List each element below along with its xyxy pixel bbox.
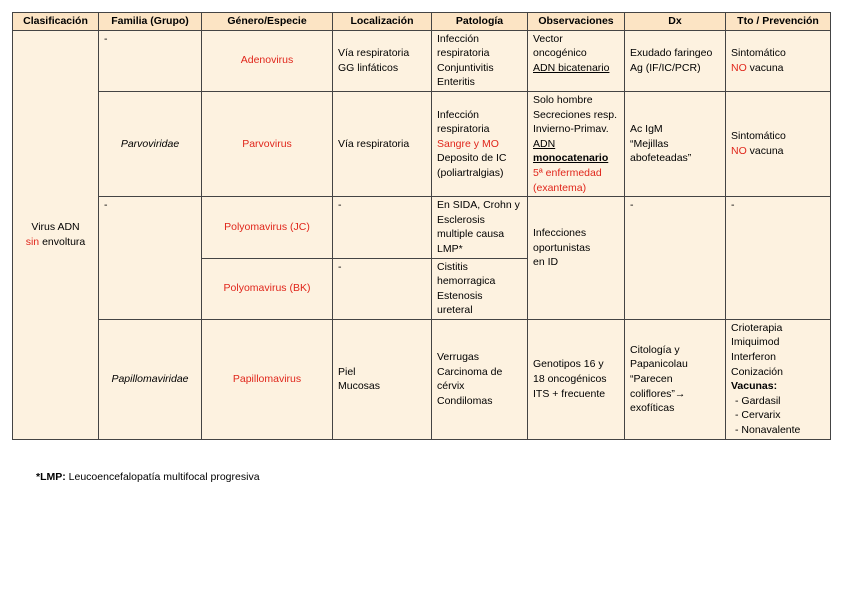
footnote (36, 471, 260, 483)
family-cell: - (99, 30, 202, 91)
observation-line: 5ª enfermedad (533, 166, 602, 179)
dx-line: abofeteadas” (630, 152, 692, 165)
observation-line: Genotipos 16 y (533, 358, 604, 371)
observation-line: (exantema) (533, 181, 587, 194)
footnote-text: Leucoencefalopatía multifocal progresiva (65, 471, 260, 483)
header-cell: Género/Especie (202, 13, 333, 31)
observation-line: ADN bicatenario (533, 61, 610, 74)
header-cell: Dx (625, 13, 726, 31)
pathology-line: Esclerosis (437, 213, 485, 226)
no-vaccine-flag: NO (731, 145, 747, 158)
observation-line: Solo hombre (533, 93, 593, 106)
header-cell: Clasificación (13, 13, 99, 31)
dx-line: “Mejillas (630, 137, 669, 150)
pathology-line: Deposito de IC (437, 152, 507, 165)
family-cell: Papillomaviridae (99, 319, 202, 439)
pathology-line: respiratoria (437, 47, 490, 60)
dx-cell (625, 91, 726, 196)
pathology-line: Infección (437, 32, 480, 45)
pathology-line: ureteral (437, 304, 473, 317)
location-line: GG linfáticos (338, 61, 399, 74)
genus-cell: Papillomavirus (202, 319, 333, 439)
pathology-line: multiple causa (437, 228, 505, 241)
family-cell: Parvoviridae (99, 91, 202, 196)
pathology-cell (432, 319, 528, 439)
footnote-label: *LMP: (36, 471, 66, 483)
observations-cell (528, 30, 625, 91)
table-row-papillomavirus (13, 319, 831, 439)
pathology-cell (432, 197, 528, 258)
genus-cell: Polyomavirus (JC) (202, 197, 333, 258)
pathology-line: (poliartralgias) (437, 166, 504, 179)
header-cell: Tto / Prevención (726, 13, 831, 31)
treatment-line: Crioterapia (731, 321, 783, 334)
dx-line: Citología y (630, 343, 680, 356)
treatment-line: Imiquimod (731, 336, 780, 349)
location-cell (333, 30, 432, 91)
virus-table (12, 12, 831, 440)
location-line: Vía respiratoria (338, 47, 410, 60)
dx-line: Ag (IF/IC/PCR) (630, 61, 701, 74)
pathology-line: Condilomas (437, 394, 493, 407)
table-row-parvovirus (13, 91, 831, 196)
location-cell: - (333, 258, 432, 319)
pathology-line: respiratoria (437, 123, 490, 136)
pathology-line: Enteritis (437, 76, 475, 89)
family-cell: - (99, 197, 202, 320)
header-cell: Observaciones (528, 13, 625, 31)
pathology-line: En SIDA, Crohn y (437, 199, 520, 212)
vaccine-item: - Nonavalente (735, 424, 801, 437)
header-cell: Familia (Grupo) (99, 13, 202, 31)
pathology-line: cérvix (437, 380, 465, 393)
treatment-cell (726, 319, 831, 439)
observations-cell (528, 197, 625, 320)
dx-cell: - (625, 197, 726, 320)
location-line: Mucosas (338, 380, 381, 393)
vaccine-text: vacuna (746, 145, 784, 158)
treatment-cell (726, 91, 831, 196)
treatment-cell (726, 30, 831, 91)
classification-cell (13, 30, 99, 439)
table-row-adenovirus (13, 30, 831, 91)
dx-line: Papanicolau (630, 358, 688, 371)
dx-line: coliflores”→ (630, 387, 686, 400)
pathology-line: hemorragica (437, 275, 496, 288)
dx-line: Exudado faringeo (630, 47, 713, 60)
pathology-line: Cistitis (437, 260, 468, 273)
vaccine-text: vacuna (746, 61, 784, 74)
pathology-cell (432, 91, 528, 196)
dx-line: Ac IgM (630, 123, 663, 136)
observation-line: oportunistas (533, 241, 591, 254)
classification-rest: envoltura (39, 235, 86, 248)
observation-line: 18 oncogénicos (533, 372, 607, 385)
observation-line: Infecciones (533, 227, 587, 240)
observations-cell (528, 91, 625, 196)
pathology-line: LMP* (437, 242, 463, 255)
observations-cell (528, 319, 625, 439)
table-row-polyomavirus-jc (13, 197, 831, 258)
dx-line: exofíticas (630, 402, 675, 415)
vaccine-item: - Cervarix (735, 409, 781, 422)
location-cell: - (333, 197, 432, 258)
vaccine-item: - Gardasil (735, 394, 781, 407)
vaccines-heading: Vacunas: (731, 380, 778, 393)
treatment-line: Sintomático (731, 130, 786, 143)
pathology-line: Infección (437, 108, 480, 121)
pathology-cell (432, 258, 528, 319)
genus-cell: Parvovirus (202, 91, 333, 196)
dx-cell (625, 30, 726, 91)
observation-line: monocatenario (533, 152, 609, 165)
classification-sin: sin (25, 235, 40, 248)
no-vaccine-flag: NO (731, 61, 747, 74)
treatment-line: Interferon (731, 351, 776, 364)
pathology-line: Carcinoma de (437, 365, 503, 378)
genus-cell: Polyomavirus (BK) (202, 258, 333, 319)
observation-line: ADN (533, 137, 556, 150)
header-cell: Patología (432, 13, 528, 31)
pathology-line: Conjuntivitis (437, 61, 494, 74)
observation-line: oncogénico (533, 47, 587, 60)
header-cell: Localización (333, 13, 432, 31)
classification-line1: Virus ADN (31, 221, 80, 234)
treatment-line: Sintomático (731, 47, 786, 60)
pathology-cell (432, 30, 528, 91)
observation-line: Vector (533, 32, 563, 45)
genus-cell: Adenovirus (202, 30, 333, 91)
pathology-line: Estenosis (437, 289, 483, 302)
location-line: Piel (338, 365, 356, 378)
pathology-line: Verrugas (437, 351, 480, 364)
treatment-cell: - (726, 197, 831, 320)
observation-line: en ID (533, 256, 559, 269)
treatment-line: Conización (731, 365, 783, 378)
location-cell (333, 319, 432, 439)
observation-line: Secreciones resp. (533, 108, 618, 121)
observation-line: ITS + frecuente (533, 387, 606, 400)
header-row (13, 13, 831, 31)
pathology-line: Sangre y MO (437, 137, 499, 150)
dx-cell (625, 319, 726, 439)
location-cell: Vía respiratoria (333, 91, 432, 196)
dx-line: “Parecen (630, 372, 673, 385)
observation-line: Invierno-Primav. (533, 123, 609, 136)
